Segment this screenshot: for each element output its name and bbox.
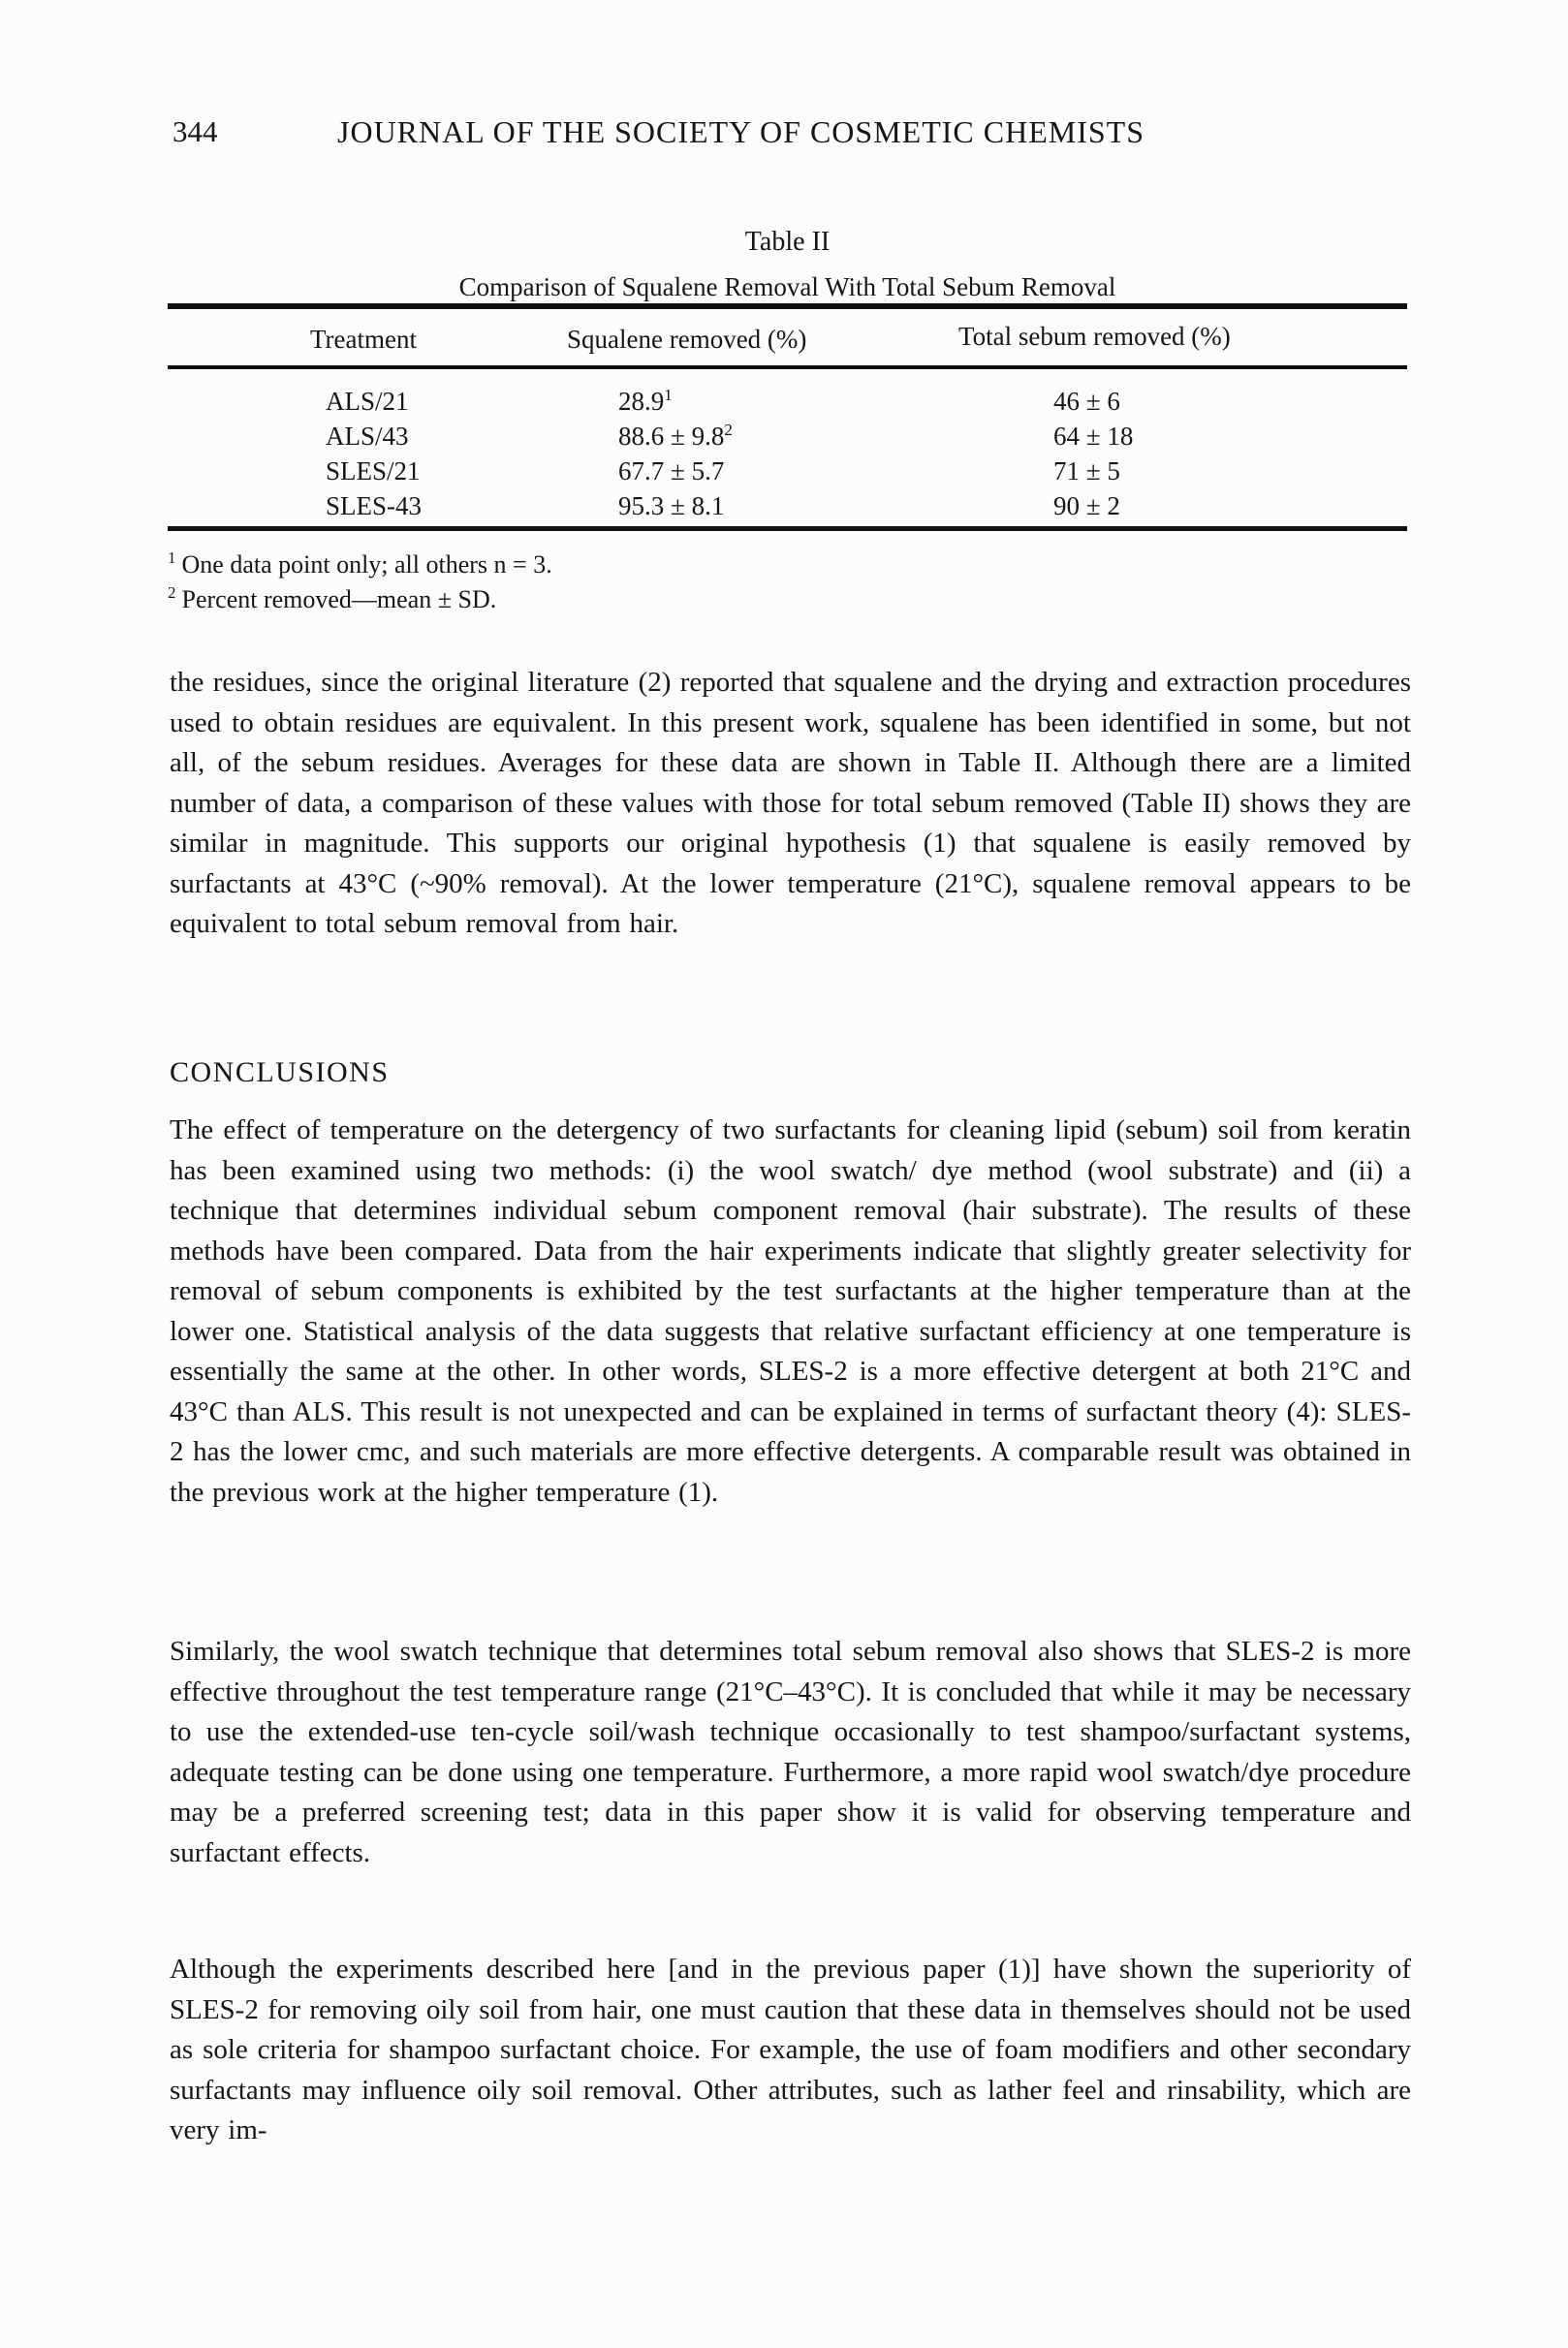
total-sebum-cell: 64 ± 18 (1053, 422, 1134, 451)
table-body (168, 369, 1407, 526)
footnote-text: Percent removed—mean ± SD. (181, 585, 497, 613)
squalene-value: 88.6 ± 9.8 (618, 422, 725, 451)
paragraph-conclusions-1: The effect of temperature on the detergency of two surfactants for cleaning lipid (sebum) soil from keratin has been examined using two methods: (i) the wool swatch/ dye method (wool substrate) and (ii) a technique that determines individual sebum component removal (hair substrate). The results of these methods have been compared. Data from the hair experiments indicate that slightly greater selectivity for removal of sebum components is exhibited by the test surfactants at the higher temperature than at the lower one. Statistical analysis of the data suggests that relative surfactant efficiency at one temperature is essentially the same at the other. In other words, SLES-2 is a more effective detergent at both 21°C and 43°C than ALS. This result is not unexpected and can be explained in terms of surfactant theory (4): SLES-2 has the lower cmc, and such materials are more effective detergents. A comparable result was obtained in the previous work at the higher temperature (1). (170, 1114, 1411, 1508)
total-sebum-cell: 46 ± 6 (1053, 387, 1120, 416)
page-number: 344 (172, 114, 218, 148)
squalene-value: 28.9 (618, 387, 665, 416)
table-rule-bottom (168, 526, 1407, 531)
footnote-marker: 1 (168, 548, 176, 568)
footnote-ref: 2 (724, 421, 733, 439)
table-title: Table II (744, 227, 831, 257)
squalene-cell (618, 422, 733, 452)
table-row (168, 387, 1407, 422)
table-row (168, 456, 1407, 491)
table-header-row (168, 309, 1407, 365)
table-subtitle: Comparison of Squalene Removal With Total Sebum Removal (458, 272, 1116, 301)
squalene-cell (618, 491, 724, 521)
table-ii (168, 226, 1407, 617)
column-header-total-sebum-removed: Total sebum removed (%) (958, 322, 1231, 351)
table-row (168, 422, 1407, 456)
total-sebum-cell: 71 ± 5 (1053, 456, 1120, 485)
squalene-cell (618, 456, 724, 486)
footnote-marker: 2 (168, 583, 176, 603)
treatment-cell: ALS/21 (326, 387, 409, 416)
squalene-cell (618, 387, 673, 417)
table-footnotes (168, 548, 1407, 617)
footnote-text: One data point only; all others n = 3. (181, 550, 552, 579)
treatment-cell: SLES-43 (326, 491, 423, 520)
journal-title: JOURNAL OF THE SOCIETY OF COSMETIC CHEMISTS (337, 114, 1145, 149)
paragraph-results-continuation: the residues, since the original literature (2) reported that squalene and the drying and extraction procedures used to obtain residues are equivalent. In this present work, squalene has been identified in some, but not all, of the sebum residues. Averages for these data are shown in Table II. Although there are a limited number of data, a comparison of these values with those for total sebum removed (Table II) shows they are similar in magnitude. This supports our original hypothesis (1) that squalene is easily removed by surfactants at 43°C (~90% removal). At the lower temperature (21°C), squalene removal appears to be equivalent to total sebum removal from hair. (170, 667, 1411, 939)
footnote-2 (168, 582, 1407, 617)
footnote-ref: 1 (664, 386, 673, 404)
paragraph-conclusions-3: Although the experiments described here [and in the previous paper (1)] have shown the superiority of SLES-2 for removing oily soil from hair, one must caution that these data in themselves should not be used as sole criteria for shampoo surfactant choice. For example, the use of foam modifiers and other secondary surfactants may influence oily soil removal. Other attributes, such as lather feel and rinsability, which are very im- (170, 1954, 1411, 2145)
treatment-cell: ALS/43 (326, 422, 409, 451)
column-header-treatment: Treatment (310, 325, 417, 354)
squalene-value: 67.7 ± 5.7 (618, 456, 725, 485)
table-row (168, 491, 1407, 526)
paragraph-conclusions-2: Similarly, the wool swatch technique that determines total sebum removal also shows that SLES-2 is more effective throughout the test temperature range (21°C–43°C). It is concluded that while it may be necessary to use the extended-use ten-cycle soil/wash technique occasionally to test shampoo/surfactant systems, adequate testing can be done using one temperature. Furthermore, a more rapid wool swatch/dye procedure may be a preferred screening test; data in this paper show it is valid for observing temperature and surfactant effects. (170, 1636, 1411, 1868)
total-sebum-cell: 90 ± 2 (1053, 491, 1120, 520)
treatment-cell: SLES/21 (326, 456, 421, 485)
conclusions-heading: CONCLUSIONS (170, 1056, 390, 1088)
footnote-1 (168, 548, 1407, 582)
squalene-value: 95.3 ± 8.1 (618, 491, 725, 520)
column-header-squalene-removed: Squalene removed (%) (567, 325, 807, 354)
